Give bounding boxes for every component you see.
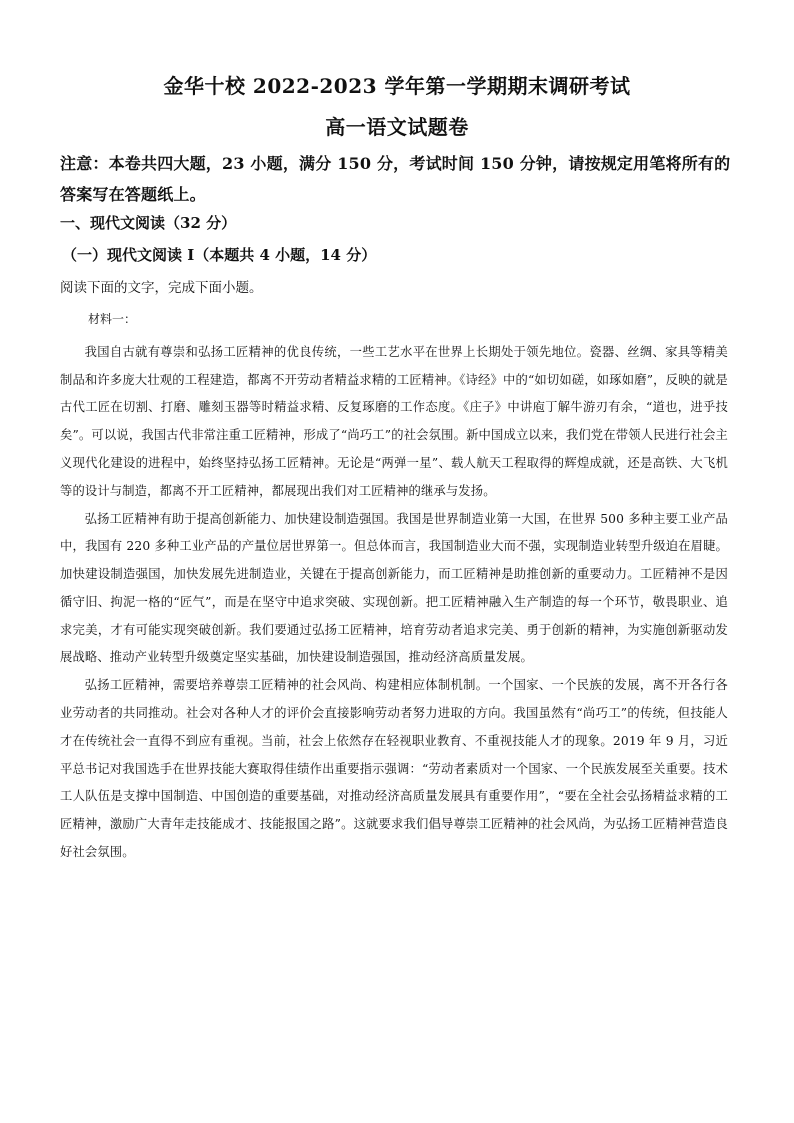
subsection-heading: （一）现代文阅读 I（本题共 4 小题，14 分）: [62, 246, 377, 264]
exam-subtitle: 高一语文试题卷: [325, 115, 469, 139]
passage-paragraph: 弘扬工匠精神，需要培养尊崇工匠精神的社会风尚、构建相应体制机制。一个国家、一个民族的发展，离不开各行各业劳动者的共同推动。社会对各种人才的评价会直接影响劳动者努力进取的方向。我国虽然有“尚巧工”的传统，但技能人才在传统社会一直得不到应有重视。当前，社会上依然存在轻视职业教育、不重视技能人才的现象。2019 年 9 月，习近平总书记对我国选手在世界技能大赛取得佳绩作出重要指示强调：“劳动者素质对一个国家、一个民族发展至关重要。技术工人队伍是支撑中国制造、中国创造的重要基础，对推动经济高质量发展具有重要作用”，“要在全社会弘扬精益求精的工匠精神，激励广大青年走技能成才、技能报国之路”。这就要求我们倡导尊崇工匠精神的社会风尚，为弘扬工匠精神营造良好社会氛围。: [60, 678, 728, 859]
passage-paragraph: 我国自古就有尊崇和弘扬工匠精神的优良传统，一些工艺水平在世界上长期处于领先地位。瓷器、丝绸、家具等精美制品和许多庞大壮观的工程建造，都离不开劳动者精益求精的工匠精神。《诗经》中的“如切如磋，如琢如磨”，反映的就是古代工匠在切割、打磨、雕刻玉器等时精益求精、反复琢磨的工作态度。《庄子》中讲庖丁解牛游刃有余，“道也，进乎技矣”。可以说，我国古代非常注重工匠精神，形成了“尚巧工”的社会氛围。新中国成立以来，我们党在带领人民进行社会主义现代化建设的进程中，始终坚持弘扬工匠精神。无论是“两弹一星”、载人航天工程取得的辉煌成就，还是高铁、大飞机等的设计与制造，都离不开工匠精神，都展现出我们对工匠精神的继承与发扬。: [60, 345, 728, 498]
exam-notice: 注意：本卷共四大题，23 小题，满分 150 分，考试时间 150 分钟，请按规定用笔将所有的答案写在答题纸上。: [60, 154, 731, 204]
passage-paragraph: 弘扬工匠精神有助于提高创新能力、加快建设制造强国。我国是世界制造业第一大国，在世界 500 多种主要工业产品中，我国有 220 多种工业产品的产量位居世界第一。但总体而言，我国制造业大而不强，实现制造业转型升级迫在眉睫。加快建设制造强国，加快发展先进制造业，关键在于提高创新能力，而工匠精神是助推创新的重要动力。工匠精神不是因循守旧、拘泥一格的“匠气”，而是在坚守中追求突破、实现创新。把工匠精神融入生产制造的每一个环节，敬畏职业、追求完美，才有可能实现突破创新。我们要通过弘扬工匠精神，培育劳动者追求完美、勇于创新的精神，为实施创新驱动发展战略、推动产业转型升级奠定坚实基础，加快建设制造强国，推动经济高质量发展。: [60, 511, 728, 665]
reading-passage: [60, 339, 728, 867]
material-label: 材料一：: [88, 312, 137, 326]
section-heading: 一、现代文阅读（32 分）: [60, 214, 237, 232]
reading-instruction: 阅读下面的文字，完成下面小题。: [60, 280, 263, 296]
exam-title: 金华十校 2022-2023 学年第一学期期末调研考试: [163, 74, 631, 98]
